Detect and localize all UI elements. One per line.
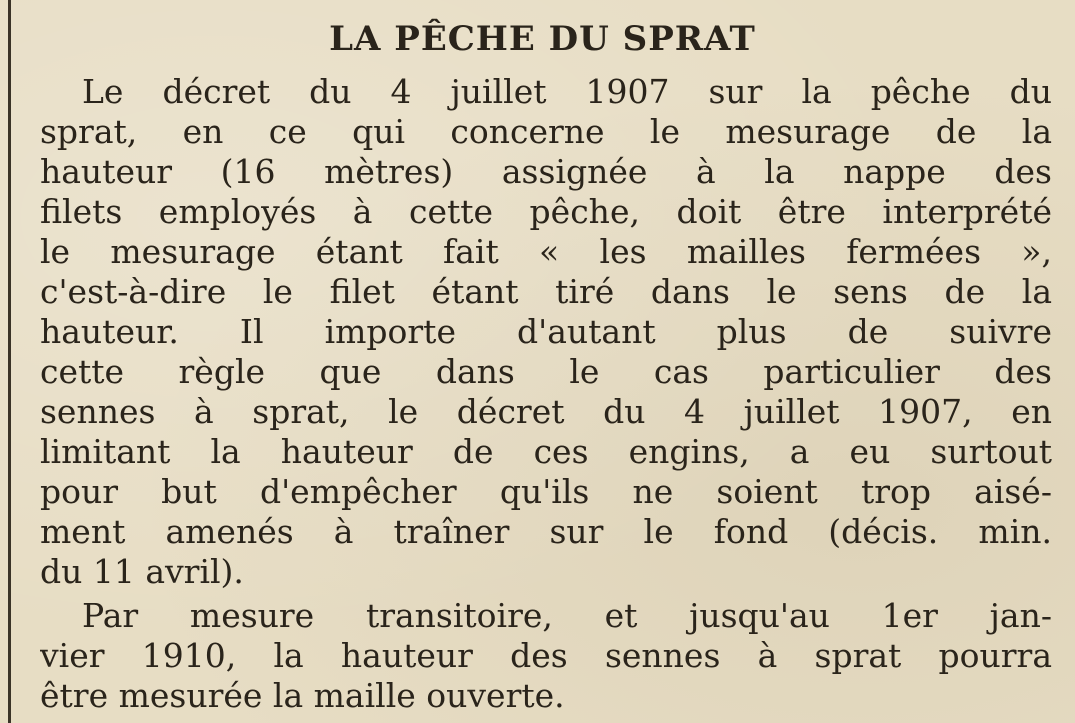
text-line: Par mesure transitoire, et jusqu'au 1er jan-	[82, 596, 1052, 635]
text-line: ment amenés à traîner sur le fond (décis. min.	[40, 512, 1052, 551]
text-line: hauteur. Il importe d'autant plus de suivre	[40, 312, 1052, 351]
text-line: limitant la hauteur de ces engins, a eu surtout	[40, 432, 1052, 471]
text-line: le mesurage étant fait « les mailles fermées »,	[40, 232, 1052, 271]
text-line: pour but d'empêcher qu'ils ne soient trop aisé-	[40, 472, 1052, 511]
text-line: cette règle que dans le cas particulier des	[40, 352, 1052, 391]
text-line: sennes à sprat, le décret du 4 juillet 1907, en	[40, 392, 1052, 431]
text-line: sprat, en ce qui concerne le mesurage de la	[40, 112, 1052, 151]
text-line: hauteur (16 mètres) assignée à la nappe des	[40, 152, 1052, 191]
text-line: c'est-à-dire le filet étant tiré dans le sens de la	[40, 272, 1052, 311]
text-line: Le décret du 4 juillet 1907 sur la pêche du	[82, 72, 1052, 111]
text-line: vier 1910, la hauteur des sennes à sprat pourra	[40, 636, 1052, 675]
text-line: être mesurée la maille ouverte.	[40, 676, 565, 715]
article-title: LA PÊCHE DU SPRAT	[329, 19, 756, 59]
text-line: du 11 avril).	[40, 552, 244, 591]
column-rule	[8, 0, 11, 723]
text-line: filets employés à cette pêche, doit être interprété	[40, 192, 1052, 231]
